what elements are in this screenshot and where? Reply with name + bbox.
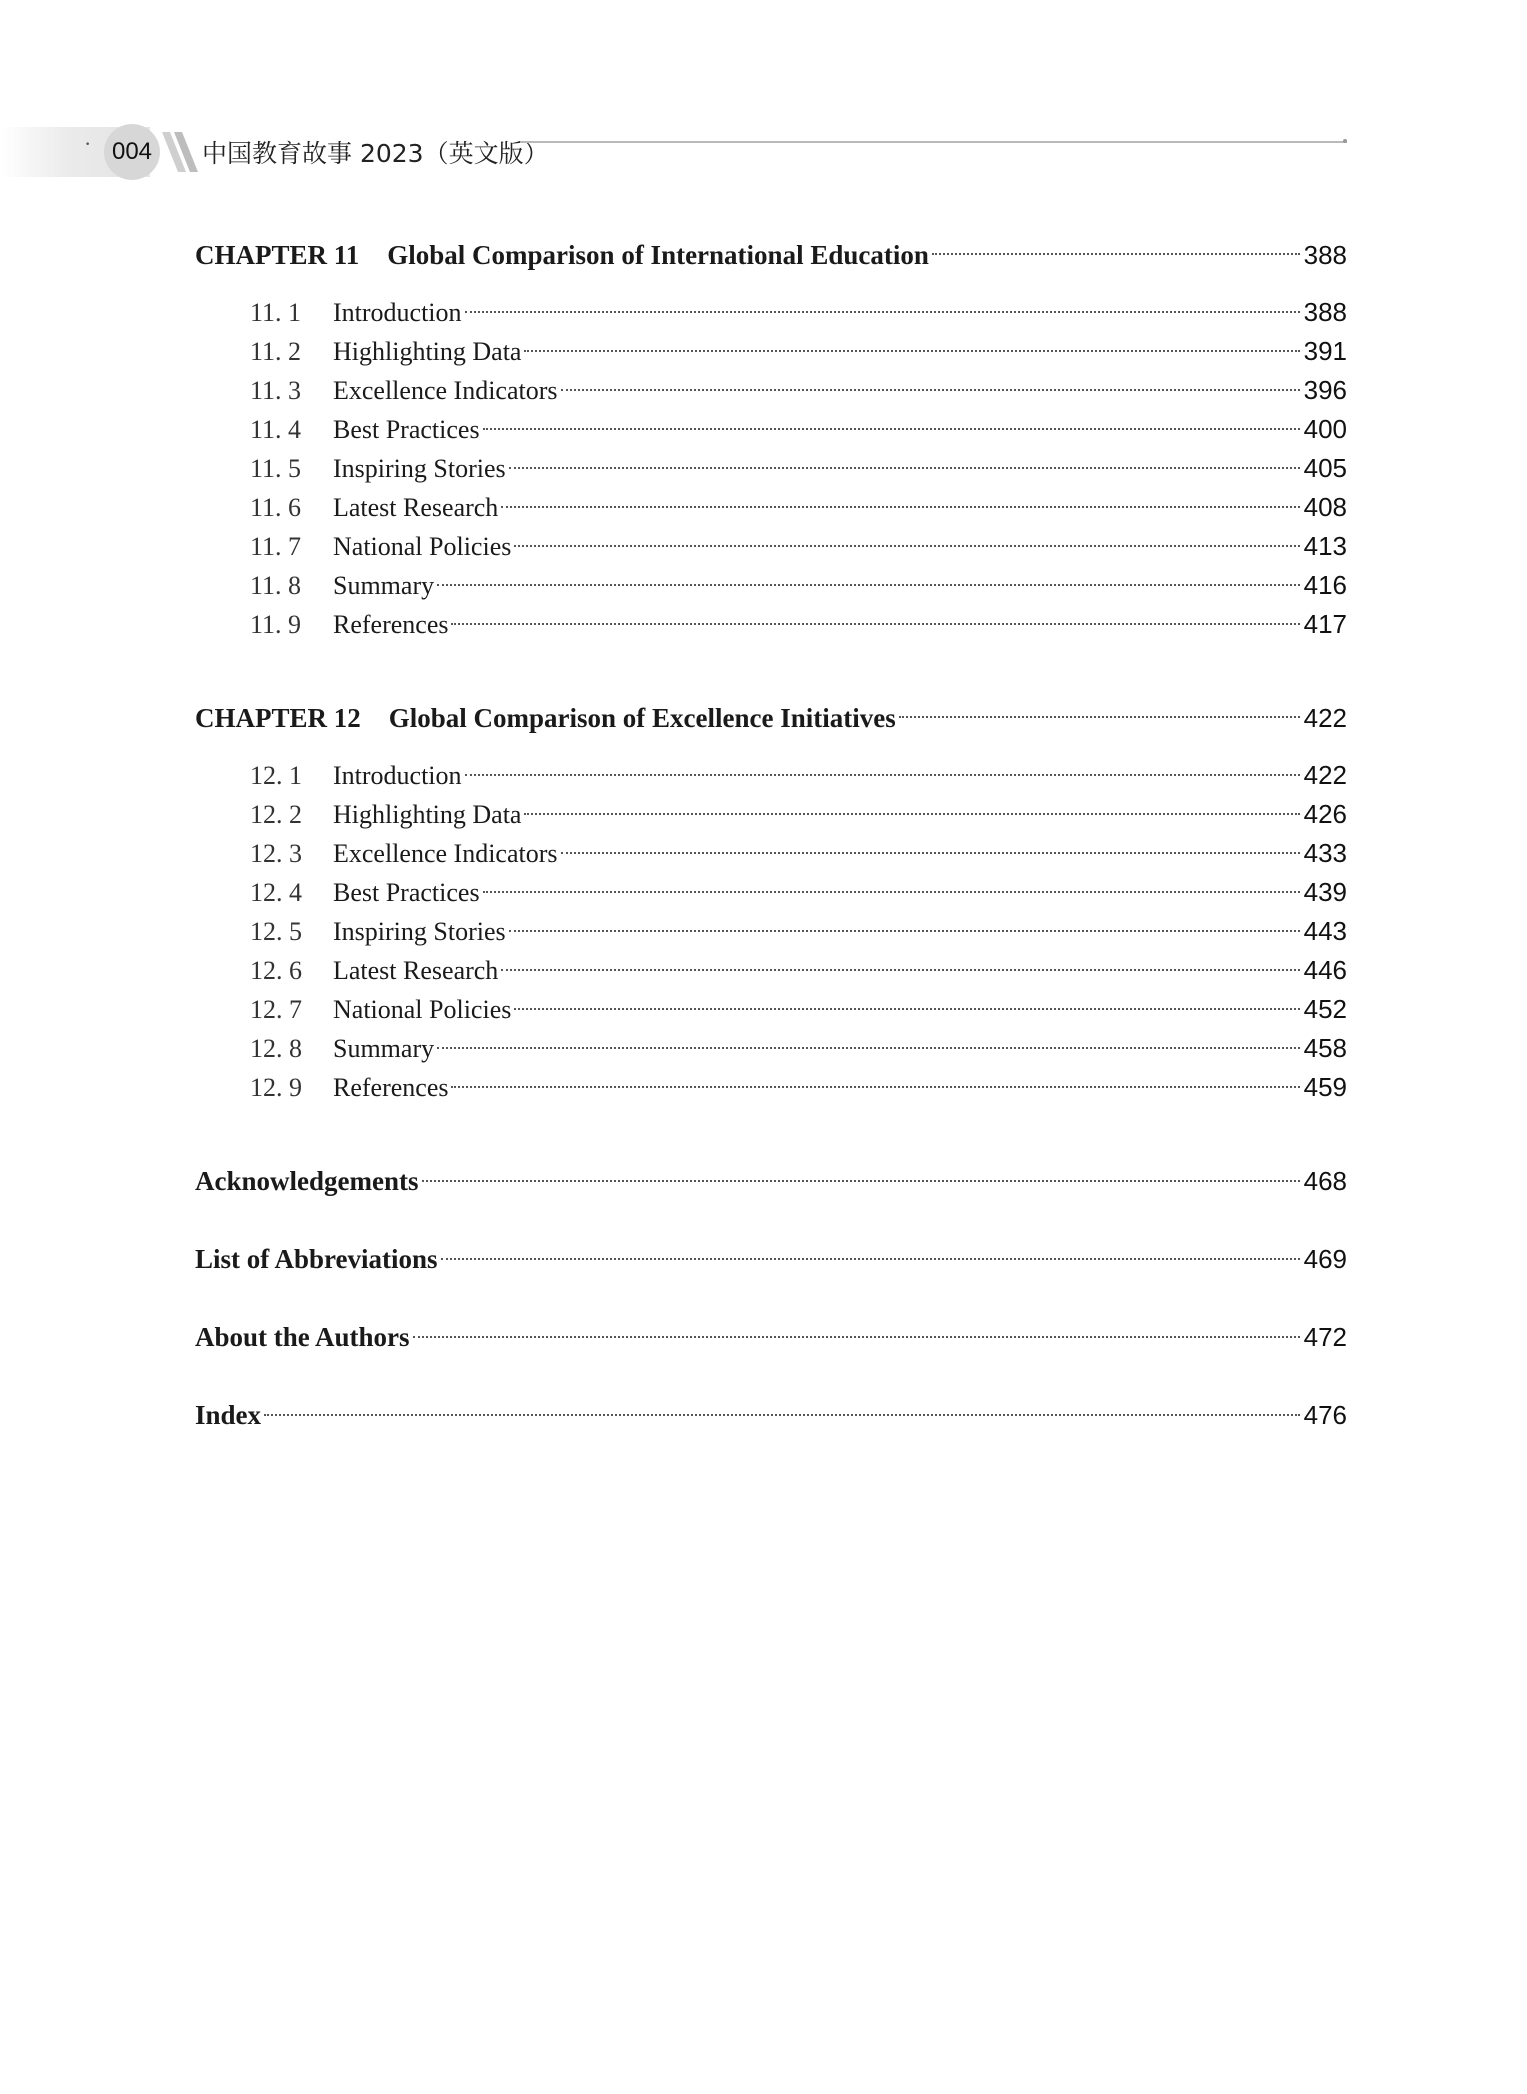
section-title: Best Practices (333, 878, 480, 907)
section-page: 396 (1303, 375, 1347, 405)
section-number: 11. 2 (250, 337, 302, 366)
toc-section-row[interactable] (195, 756, 1347, 795)
back-matter (195, 1161, 1347, 1435)
section-page: 452 (1303, 994, 1347, 1024)
chapter-title: Global Comparison of International Education (387, 240, 929, 270)
dot-leader (437, 584, 1300, 586)
running-header (0, 120, 1527, 184)
section-page: 426 (1303, 799, 1347, 829)
section-page: 400 (1303, 414, 1347, 444)
section-title: Latest Research (333, 956, 499, 985)
chapter-12-block (195, 698, 1347, 1107)
section-number: 12. 5 (250, 917, 302, 946)
section-number: 12. 7 (250, 995, 302, 1024)
section-title: References (333, 1073, 449, 1102)
back-matter-page: 472 (1303, 1322, 1347, 1352)
page-number: 004 (111, 138, 153, 165)
back-matter-title: About the Authors (195, 1322, 410, 1352)
toc-back-matter-row[interactable] (195, 1317, 1347, 1357)
section-number: 12. 4 (250, 878, 302, 907)
section-title: Best Practices (333, 415, 480, 444)
toc-section-row[interactable] (195, 527, 1347, 566)
dot-leader (437, 1047, 1300, 1049)
toc-back-matter-row[interactable] (195, 1395, 1347, 1435)
section-number: 11. 6 (250, 493, 302, 522)
toc-section-row[interactable] (195, 912, 1347, 951)
toc-section-row[interactable] (195, 293, 1347, 332)
page-number-badge (104, 124, 160, 180)
section-number: 12. 8 (250, 1034, 302, 1063)
section-page: 416 (1303, 570, 1347, 600)
dot-leader (561, 389, 1301, 391)
back-matter-title: Index (195, 1400, 262, 1430)
toc-section-row[interactable] (195, 951, 1347, 990)
section-title: Summary (333, 571, 435, 600)
section-page: 446 (1303, 955, 1347, 985)
toc-section-row[interactable] (195, 605, 1347, 644)
toc-chapter-row[interactable] (195, 698, 1347, 738)
toc-section-row[interactable] (195, 990, 1347, 1029)
chapter-label: CHAPTER 12 (195, 703, 361, 733)
section-number: 11. 1 (250, 298, 302, 327)
chapter-page: 422 (1303, 703, 1347, 733)
dot-leader (509, 467, 1300, 469)
section-number: 11. 3 (250, 376, 302, 405)
section-page: 405 (1303, 453, 1347, 483)
dot-leader (413, 1336, 1300, 1338)
section-number: 11. 9 (250, 610, 302, 639)
section-page: 417 (1303, 609, 1347, 639)
chapter-title: Global Comparison of Excellence Initiatives (388, 703, 896, 733)
section-page: 443 (1303, 916, 1347, 946)
section-number: 12. 1 (250, 761, 302, 790)
dot-leader (509, 930, 1300, 932)
section-page: 458 (1303, 1033, 1347, 1063)
section-number: 11. 4 (250, 415, 302, 444)
section-title: Introduction (333, 761, 462, 790)
dot-leader (264, 1414, 1300, 1416)
header-rule (520, 141, 1347, 143)
chapter-11-block (195, 235, 1347, 644)
dot-leader (514, 1008, 1300, 1010)
section-number: 12. 9 (250, 1073, 302, 1102)
section-title: National Policies (333, 532, 512, 561)
back-matter-page: 468 (1303, 1166, 1347, 1196)
section-page: 408 (1303, 492, 1347, 522)
dot-leader (932, 253, 1300, 255)
section-number: 12. 6 (250, 956, 302, 985)
section-number: 11. 7 (250, 532, 302, 561)
section-title: Summary (333, 1034, 435, 1063)
toc-section-row[interactable] (195, 1029, 1347, 1068)
dot-leader (483, 428, 1300, 430)
dot-leader (899, 716, 1300, 718)
dot-leader (441, 1258, 1300, 1260)
section-title: Inspiring Stories (333, 917, 506, 946)
section-page: 413 (1303, 531, 1347, 561)
back-matter-page: 476 (1303, 1400, 1347, 1430)
toc-section-row[interactable] (195, 795, 1347, 834)
chapter-page: 388 (1303, 240, 1347, 270)
dot-leader (501, 506, 1300, 508)
toc-section-row[interactable] (195, 566, 1347, 605)
section-title: Excellence Indicators (333, 376, 558, 405)
book-title: 中国教育故事 2023（英文版） (202, 139, 549, 168)
section-page: 391 (1303, 336, 1347, 366)
dot-leader (514, 545, 1300, 547)
dot-leader (561, 852, 1301, 854)
toc-section-row[interactable] (195, 332, 1347, 371)
dot-leader (465, 311, 1300, 313)
section-page: 433 (1303, 838, 1347, 868)
section-number: 12. 3 (250, 839, 302, 868)
dot-leader (422, 1180, 1301, 1182)
toc-chapter-row[interactable] (195, 235, 1347, 275)
toc-section-row[interactable] (195, 1068, 1347, 1107)
double-slash-ornament-icon (160, 126, 200, 178)
section-page: 422 (1303, 760, 1347, 790)
table-of-contents (195, 235, 1347, 1473)
section-title: References (333, 610, 449, 639)
toc-back-matter-row[interactable] (195, 1239, 1347, 1279)
section-number: 12. 2 (250, 800, 302, 829)
section-title: Inspiring Stories (333, 454, 506, 483)
dot-leader (451, 623, 1300, 625)
toc-section-row[interactable] (195, 371, 1347, 410)
dot-leader (501, 969, 1300, 971)
dot-leader (524, 813, 1300, 815)
toc-section-row[interactable] (195, 488, 1347, 527)
section-page: 388 (1303, 297, 1347, 327)
section-title: Highlighting Data (333, 800, 522, 829)
section-page: 459 (1303, 1072, 1347, 1102)
section-title: Excellence Indicators (333, 839, 558, 868)
dot-leader (451, 1086, 1300, 1088)
section-number: 11. 5 (250, 454, 302, 483)
dot-leader (524, 350, 1300, 352)
chapter-label: CHAPTER 11 (195, 240, 360, 270)
section-title: Highlighting Data (333, 337, 522, 366)
toc-section-row[interactable] (195, 873, 1347, 912)
section-title: Latest Research (333, 493, 499, 522)
header-dot: · (84, 131, 92, 156)
back-matter-title: Acknowledgements (195, 1166, 419, 1196)
header-rule-end-dot (1343, 139, 1347, 143)
toc-section-row[interactable] (195, 834, 1347, 873)
back-matter-title: List of Abbreviations (195, 1244, 438, 1274)
back-matter-page: 469 (1303, 1244, 1347, 1274)
section-title: National Policies (333, 995, 512, 1024)
toc-section-row[interactable] (195, 449, 1347, 488)
section-page: 439 (1303, 877, 1347, 907)
section-title: Introduction (333, 298, 462, 327)
toc-section-row[interactable] (195, 410, 1347, 449)
toc-back-matter-row[interactable] (195, 1161, 1347, 1201)
dot-leader (465, 774, 1300, 776)
section-number: 11. 8 (250, 571, 302, 600)
dot-leader (483, 891, 1300, 893)
